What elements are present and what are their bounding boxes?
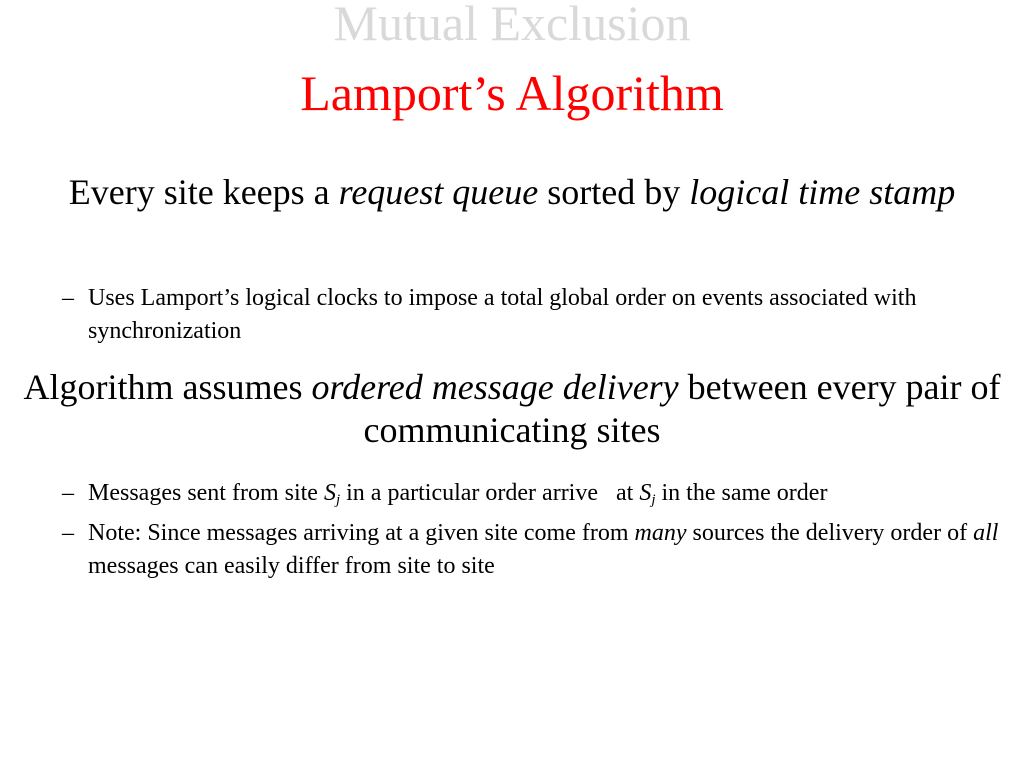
dash-bullet-icon: – xyxy=(62,285,74,311)
sub-bullet-emphasis: many xyxy=(634,520,687,546)
sub-bullet-text-part: in the same order xyxy=(655,480,828,506)
bullet-point-request-queue xyxy=(8,171,1016,214)
site-subscript: j xyxy=(335,492,341,508)
sub-bullet-text-part: Note: Since messages arriving at a given site come from xyxy=(88,520,635,546)
dash-bullet-icon: – xyxy=(62,480,74,506)
site-subscript: j xyxy=(651,492,656,508)
site-variable: S xyxy=(639,480,652,506)
sub-bullet-text-part: in a particular order arrive at xyxy=(340,480,640,506)
sub-bullet-many-sources xyxy=(62,517,1016,583)
bullet-point-emphasis: logical time stamp xyxy=(689,172,956,212)
sub-bullet-text xyxy=(88,517,1016,583)
bullet-point-emphasis: ordered message delivery xyxy=(311,367,679,407)
bullet-point-text: sorted by xyxy=(538,172,690,212)
sub-bullet-text: Uses Lamport’s logical clocks to impose a total global order on events associated with synchronization xyxy=(88,285,917,344)
bullet-point-emphasis: request queue xyxy=(338,172,539,212)
slide-title: Lamport’s Algorithm xyxy=(300,65,724,121)
dash-bullet-icon: – xyxy=(62,520,74,546)
sub-bullet-message-order xyxy=(62,477,1016,510)
bullet-point-ordered-delivery xyxy=(8,366,1016,452)
site-variable: S xyxy=(323,480,336,506)
sub-bullet-logical-clocks xyxy=(62,282,1016,348)
bullet-point-text: between every pair of communicating sites xyxy=(363,367,1001,450)
bullet-point-text: Algorithm assumes xyxy=(23,367,312,407)
sub-bullet-emphasis: all xyxy=(973,520,999,546)
sub-bullet-text-part: Messages sent from site xyxy=(88,480,324,506)
sub-bullet-text-part: sources the delivery order of xyxy=(686,520,974,546)
slide-supertitle: Mutual Exclusion xyxy=(333,0,691,51)
sub-bullet-text xyxy=(88,477,1016,510)
sub-bullet-text-part: messages can easily differ from site to site xyxy=(88,553,495,579)
bullet-point-text: Every site keeps a xyxy=(68,172,339,212)
